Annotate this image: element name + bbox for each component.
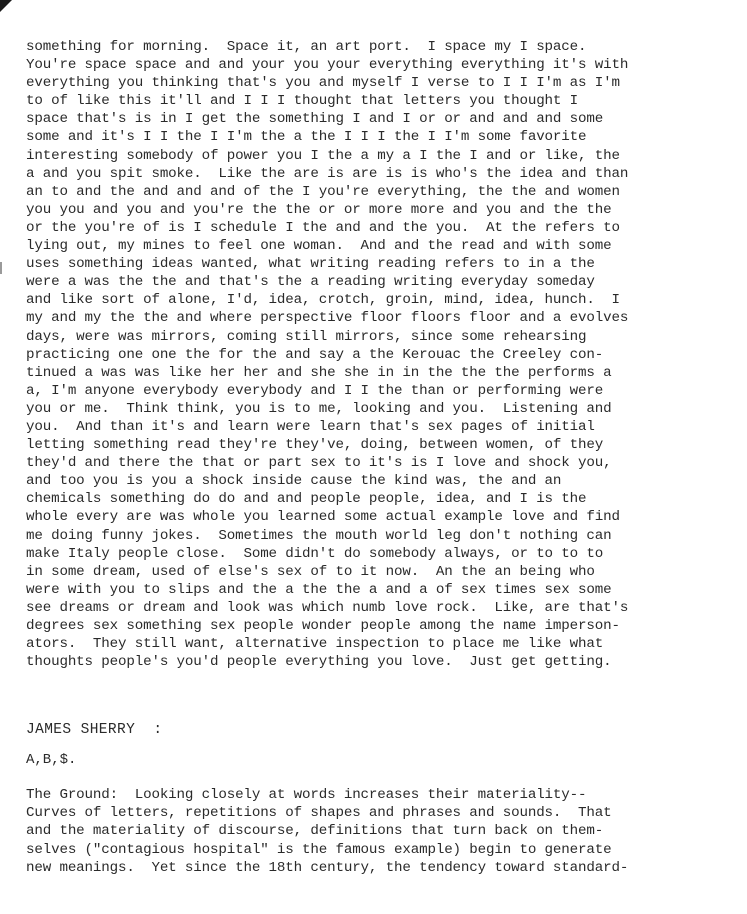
passage-line: ators. They still want, alternative inspection to place me like what xyxy=(26,636,604,653)
passage-line: my and my the the and where perspective floor floors floor and a evolves xyxy=(26,310,629,327)
essay-line: and the materiality of discourse, definitions that turn back on them- xyxy=(26,823,604,840)
passage-line: practicing one one the for the and say a the Kerouac the Creeley con- xyxy=(26,346,604,363)
passage-line: were with you to slips and the a the the a and a of sex times sex some xyxy=(26,581,612,598)
page-edge-mark xyxy=(0,262,2,274)
passage-line: letting something read they're they've, doing, between women, of they xyxy=(26,437,604,454)
passage-line: something for morning. Space it, an art port. I space my I space. xyxy=(26,39,587,55)
author-name: JAMES SHERRY xyxy=(26,722,136,739)
passage-line: lying out, my mines to feel one woman. And and the read and with some xyxy=(26,238,612,255)
passage-line: days, were was mirrors, coming still mirrors, since some rehearsing xyxy=(26,328,587,345)
passage-line: everything you thinking that's you and myself I verse to I I I'm as I'm xyxy=(26,75,620,92)
passage-line: interesting somebody of power you I the a my a I the I and or like, the xyxy=(26,147,620,164)
passage-line: see dreams or dream and look was which numb love rock. Like, are that's xyxy=(26,599,629,616)
poem-passage xyxy=(26,38,726,671)
passage-line: a, I'm anyone everybody everybody and I I the than or performing were xyxy=(26,382,604,399)
passage-line: me doing funny jokes. Sometimes the mouth world leg don't nothing can xyxy=(26,527,612,544)
essay-line: The Ground: Looking closely at words increases their materiality-- xyxy=(26,787,587,804)
essay-line: Curves of letters, repetitions of shapes and phrases and sounds. That xyxy=(26,805,612,822)
passage-line: and too you is you a shock inside cause the kind was, the and an xyxy=(26,473,562,490)
author-separator: : xyxy=(153,722,163,739)
document-page xyxy=(26,38,726,877)
passage-line: You're space space and and your you your everything everything it's with xyxy=(26,57,629,74)
passage-line: you you and you and you're the the or or more more and you and the the xyxy=(26,201,612,218)
passage-line: thoughts people's you'd people everything you love. Just get getting. xyxy=(26,654,612,671)
passage-line: or the you're of is I schedule I the and and the you. At the refers to xyxy=(26,219,620,236)
passage-line: to of like this it'll and I I I thought that letters you thought I xyxy=(26,93,579,110)
page-corner-mark xyxy=(0,0,12,12)
passage-line: an to and the and and and of the I you're everything, the the and women xyxy=(26,183,620,200)
passage-line: you. And than it's and learn were learn that's sex pages of initial xyxy=(26,418,595,435)
passage-line: whole every are was whole you learned some actual example love and find xyxy=(26,509,620,526)
passage-line: tinued a was was like her her and she she in in the the the performs a xyxy=(26,364,612,381)
passage-line: were a was the the and that's the a reading writing everyday someday xyxy=(26,274,595,291)
passage-line: uses something ideas wanted, what writing reading refers to in a the xyxy=(26,256,595,273)
passage-line: space that's is in I get the something I and I or or and and and some xyxy=(26,111,604,128)
essay-passage xyxy=(26,786,726,876)
essay-line: new meanings. Yet since the 18th century, the tendency toward standard- xyxy=(26,859,629,876)
passage-line: some and it's I I the I I'm the a the I I I the I I'm some favorite xyxy=(26,129,587,146)
work-title: A,B,$. xyxy=(26,752,77,769)
passage-line: chemicals something do do and and people people, idea, and I is the xyxy=(26,491,587,508)
essay-line: selves ("contagious hospital" is the famous example) begin to generate xyxy=(26,841,612,858)
author-heading xyxy=(26,721,726,739)
passage-line: make Italy people close. Some didn't do somebody always, or to to to xyxy=(26,545,604,562)
passage-line: and like sort of alone, I'd, idea, crotch, groin, mind, idea, hunch. I xyxy=(26,292,620,309)
author-line xyxy=(26,721,726,739)
passage-line: in some dream, used of else's sex of to it now. An the an being who xyxy=(26,563,595,580)
passage-line: you or me. Think think, you is to me, looking and you. Listening and xyxy=(26,400,612,417)
passage-line: a and you spit smoke. Like the are is are is is who's the idea and than xyxy=(26,165,629,182)
passage-line: they'd and there the that or part sex to it's is I love and shock you, xyxy=(26,455,612,472)
passage-line: degrees sex something sex people wonder people among the name imperson- xyxy=(26,618,620,634)
